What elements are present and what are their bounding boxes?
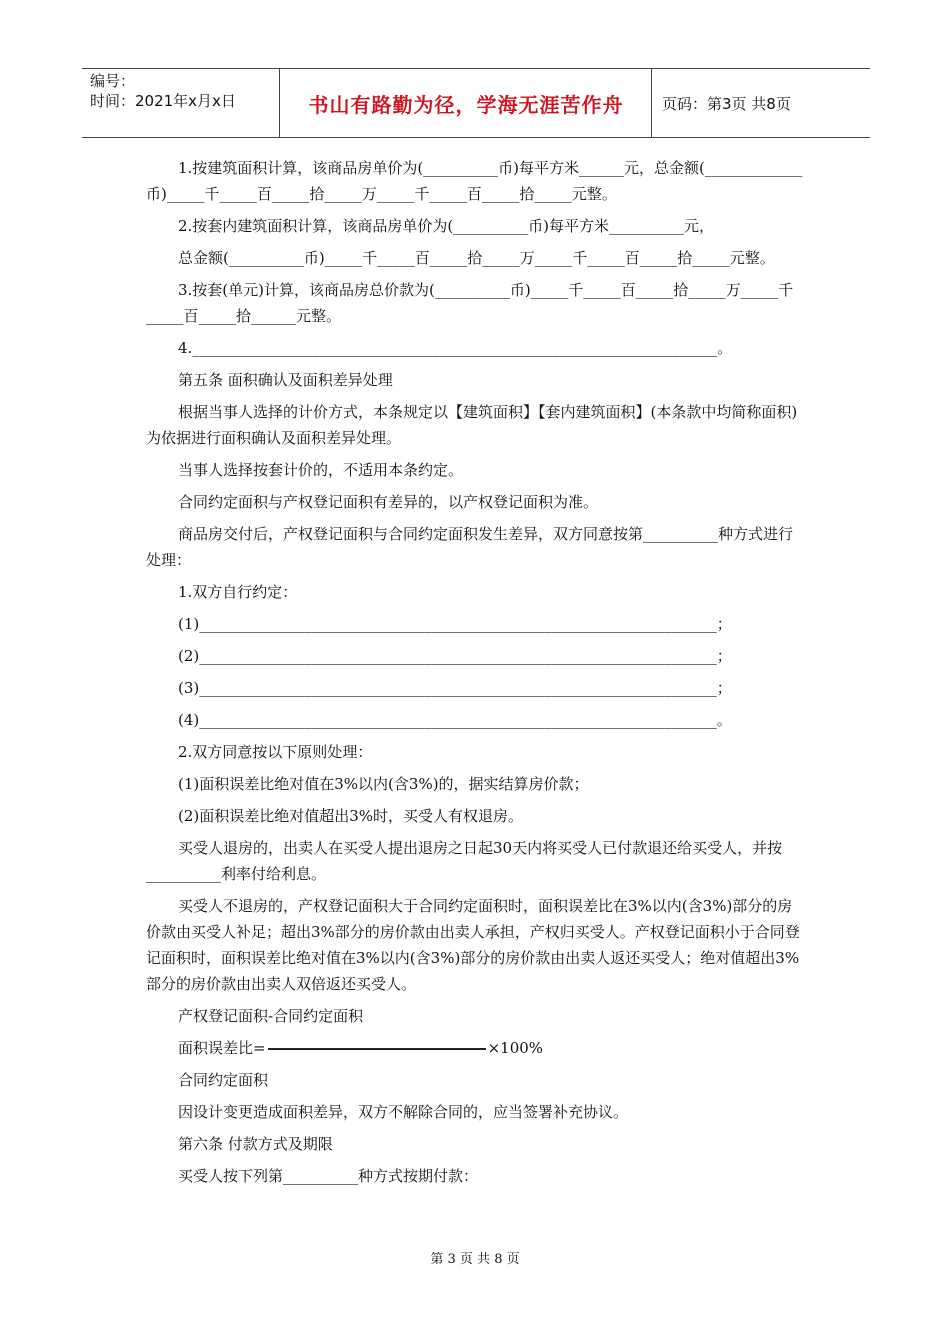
clause-paragraph: 1.按建筑面积计算，该商品房单价为(__________币)每平方米______元，总金额(_____________币)_____千_____百_____拾_____万_____千_____百_____拾_____元整。	[146, 159, 803, 203]
motto: 书山有路勤为径，学海无涯苦作舟	[308, 92, 624, 117]
blank-item: (3)_____________________________________________________________________；	[178, 679, 732, 697]
blank-item: (2)_____________________________________________________________________；	[178, 647, 732, 665]
clause-paragraph: (1)面积误差比绝对值在3%以内(含3%)的，据实结算房价款；	[178, 775, 589, 793]
clause-paragraph: 3.按套(单元)计算，该商品房总价款为(__________币)_____千_____百_____拾_____万_____千_____百_____拾______元整。	[146, 281, 794, 325]
clause-paragraph: (2)面积误差比绝对值超出3%时，买受人有权退房。	[178, 807, 524, 825]
clause-paragraph: 1.双方自行约定：	[178, 583, 298, 601]
clause-paragraph: 合同约定面积与产权登记面积有差异的，以产权登记面积为准。	[178, 493, 599, 511]
blank-item: (4)_____________________________________________________________________。	[178, 711, 732, 729]
formula-label: 面积误差比=	[178, 1039, 266, 1057]
page-info: 页码：第3页 共8页	[662, 94, 791, 113]
clause-paragraph: 4.______________________________________________________________________。	[178, 339, 733, 357]
clause-paragraph: 当事人选择按套计价的，不适用本条约定。	[178, 461, 464, 479]
clause-paragraph: 总金额(__________币)_____千_____百_____拾_____万_____千_____百_____拾_____元整。	[178, 249, 775, 267]
time-label: 时间：2021年x月x日	[90, 92, 236, 110]
serial-label: 编号：	[90, 72, 136, 90]
clause-paragraph: 买受人按下列第__________种方式按期付款：	[178, 1167, 479, 1185]
fraction-bar	[268, 1048, 486, 1050]
clause-paragraph: 买受人退房的，出卖人在买受人提出退房之日起30天内将买受人已付款退还给买受人，并按__________利率付给利息。	[146, 839, 783, 883]
formula-denominator: 合同约定面积	[178, 1071, 269, 1089]
clause-paragraph: 因设计变更造成面积差异，双方不解除合同的，应当签署补充协议。	[178, 1103, 629, 1121]
section-heading: 第五条 面积确认及面积差异处理	[178, 371, 393, 389]
clause-paragraph: 根据当事人选择的计价方式，本条规定以【建筑面积】【套内建筑面积】(本条款中均简称面积)为依据进行面积确认及面积差异处理。	[146, 403, 798, 447]
blank-item: (1)_____________________________________________________________________；	[178, 615, 732, 633]
formula-line	[146, 1035, 806, 1061]
clause-paragraph: 2.双方同意按以下原则处理：	[178, 743, 373, 761]
document-body	[146, 155, 806, 1195]
header-meta-cell	[82, 69, 280, 137]
section-heading: 第六条 付款方式及期限	[178, 1135, 333, 1153]
page-footer: 第 3 页 共 8 页	[430, 1252, 520, 1267]
page-header	[82, 68, 870, 138]
header-motto-cell	[281, 69, 652, 137]
header-page-cell	[652, 69, 870, 137]
clause-paragraph: 商品房交付后，产权登记面积与合同约定面积发生差异，双方同意按第__________种方式进行处理：	[146, 525, 794, 569]
clause-paragraph: 买受人不退房的，产权登记面积大于合同约定面积时，面积误差比在3%以内(含3%)部分的房价款由买受人补足；超出3%部分的房价款由出卖人承担，产权归买受人。产权登记面积小于合同登记面积时，面积误差比绝对值在3%以内(含3%)部分的房价款由出卖人返还买受人；绝对值超出3%部分的房价款由出卖人双倍返还买受人。	[146, 897, 800, 993]
formula-numerator: 产权登记面积-合同约定面积	[178, 1007, 364, 1025]
clause-paragraph: 2.按套内建筑面积计算，该商品房单价为(__________币)每平方米__________元，	[178, 217, 715, 235]
formula-suffix: ×100%	[487, 1039, 544, 1057]
